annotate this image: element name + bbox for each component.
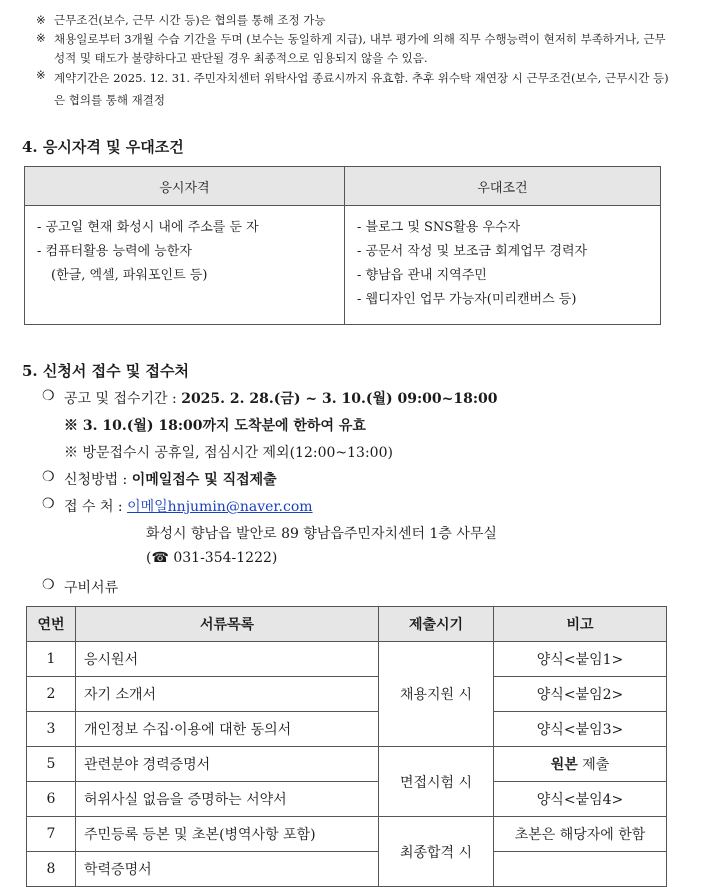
row-note [494,852,667,887]
method-value: 이메일접수 및 직접제출 [131,472,277,488]
row-doc: 주민등록 등본 및 초본(병역사항 포함) [76,817,379,852]
note-mark: ※ [36,68,46,82]
row-doc: 학력증명서 [76,852,379,887]
preference-item: - 공문서 작성 및 보조금 회계업무 경력자 [357,244,588,259]
row-timing: 채용지원 시 [379,642,494,747]
row-note: 양식<붙임3> [494,712,667,747]
bullet-icon: ❍ [42,388,55,404]
row-timing: 면접시험 시 [379,747,494,817]
row-note: 양식<붙임1> [494,642,667,677]
period-label: 공고 및 접수기간 : [64,391,177,407]
row-no: 1 [27,642,76,677]
row-no: 5 [27,747,76,782]
bullet-icon: ❍ [42,496,55,512]
place-row [64,496,313,516]
place-address: 화성시 향남읍 발안로 89 향남읍주민자치센터 1층 사무실 [146,526,497,542]
note-1 [36,12,676,28]
col-header-timing: 제출시기 [379,607,494,642]
qualification-item: - 컴퓨터활용 능력에 능한자 [37,244,192,259]
period-note-2: ※ 방문접수시 공휴일, 점심시간 제외(12:00~13:00) [64,445,393,461]
col-header-qualification: 응시자격 [25,167,345,206]
preference-item: - 향남읍 관내 지역주민 [357,268,487,283]
row-no: 2 [27,677,76,712]
row-note: 양식<붙임4> [494,782,667,817]
row-no: 7 [27,817,76,852]
bullet-icon: ❍ [42,469,55,485]
period-note-1: ※ 3. 10.(월) 18:00까지 도착분에 한하여 유효 [64,418,366,434]
row-note: 양식<붙임2> [494,677,667,712]
qualification-item: - 공고일 현재 화성시 내에 주소를 둔 자 [37,220,259,235]
note-text: 계약기간은 2025. 12. 31. 주민자치센터 위탁사업 종료시까지 유효함. 추후 위수탁 재연장 시 근무조건(보수, 근무시간 등)은 협의를 통해 재결정 [54,71,669,107]
row-no: 8 [27,852,76,887]
email-link[interactable]: 이메일hnjumin@naver.com [127,499,313,515]
table-row [27,642,667,677]
table-row [27,817,667,852]
col-header-preference: 우대조건 [345,167,661,206]
table-row [27,747,667,782]
row-doc: 허위사실 없음을 증명하는 서약서 [76,782,379,817]
table-row [27,677,667,712]
note-bold: 원본 [550,757,578,773]
note-rest: 제출 [577,757,610,773]
method-row [64,469,277,489]
docs-label: 구비서류 [64,580,119,596]
row-note: 초본은 해당자에 한함 [494,817,667,852]
note-text: 근무조건(보수, 근무 시간 등)은 협의를 통해 조정 가능 [54,13,326,27]
section4-title: 4. 응시자격 및 우대조건 [22,138,184,156]
table-row [27,782,667,817]
qualification-cell [25,206,345,325]
note-3 [36,67,676,111]
preference-item: - 블로그 및 SNS활용 우수자 [357,220,521,235]
documents-table [26,606,667,887]
row-no: 6 [27,782,76,817]
qualification-table [24,166,661,325]
bullet-icon: ❍ [42,577,55,593]
col-header-no: 연번 [27,607,76,642]
place-phone: (☎ 031-354-1222) [146,550,278,566]
note-2 [36,30,676,68]
qualification-item: (한글, 엑셀, 파워포인트 등) [51,268,208,283]
row-timing: 최종합격 시 [379,817,494,887]
row-doc: 개인정보 수집·이용에 대한 동의서 [76,712,379,747]
col-header-note: 비고 [494,607,667,642]
table-row [27,852,667,887]
row-no: 3 [27,712,76,747]
row-doc: 관련분야 경력증명서 [76,747,379,782]
table-row [27,712,667,747]
row-doc: 응시원서 [76,642,379,677]
method-label: 신청방법 : [64,472,128,488]
note-text: 채용일로부터 3개월 수습 기간을 두며 (보수는 동일하게 지급), 내부 평가에 의해 직무 수행능력이 현저히 부족하거나, 근무 성적 및 태도가 불량하다고 판단될 경우 최종적으로 임용되지 않을 수 있음. [54,32,666,65]
period-row [64,388,498,408]
place-label: 접 수 처 : [64,499,123,515]
note-mark: ※ [36,13,46,27]
note-mark: ※ [36,31,46,45]
row-doc: 자기 소개서 [76,677,379,712]
preference-item: - 웹디자인 업무 가능자(미리캔버스 등) [357,292,577,307]
preference-cell [345,206,661,325]
row-note [494,747,667,782]
col-header-doc: 서류목록 [76,607,379,642]
section5-title: 5. 신청서 접수 및 접수처 [22,362,189,380]
period-value: 2025. 2. 28.(금) ~ 3. 10.(월) 09:00~18:00 [181,391,498,407]
